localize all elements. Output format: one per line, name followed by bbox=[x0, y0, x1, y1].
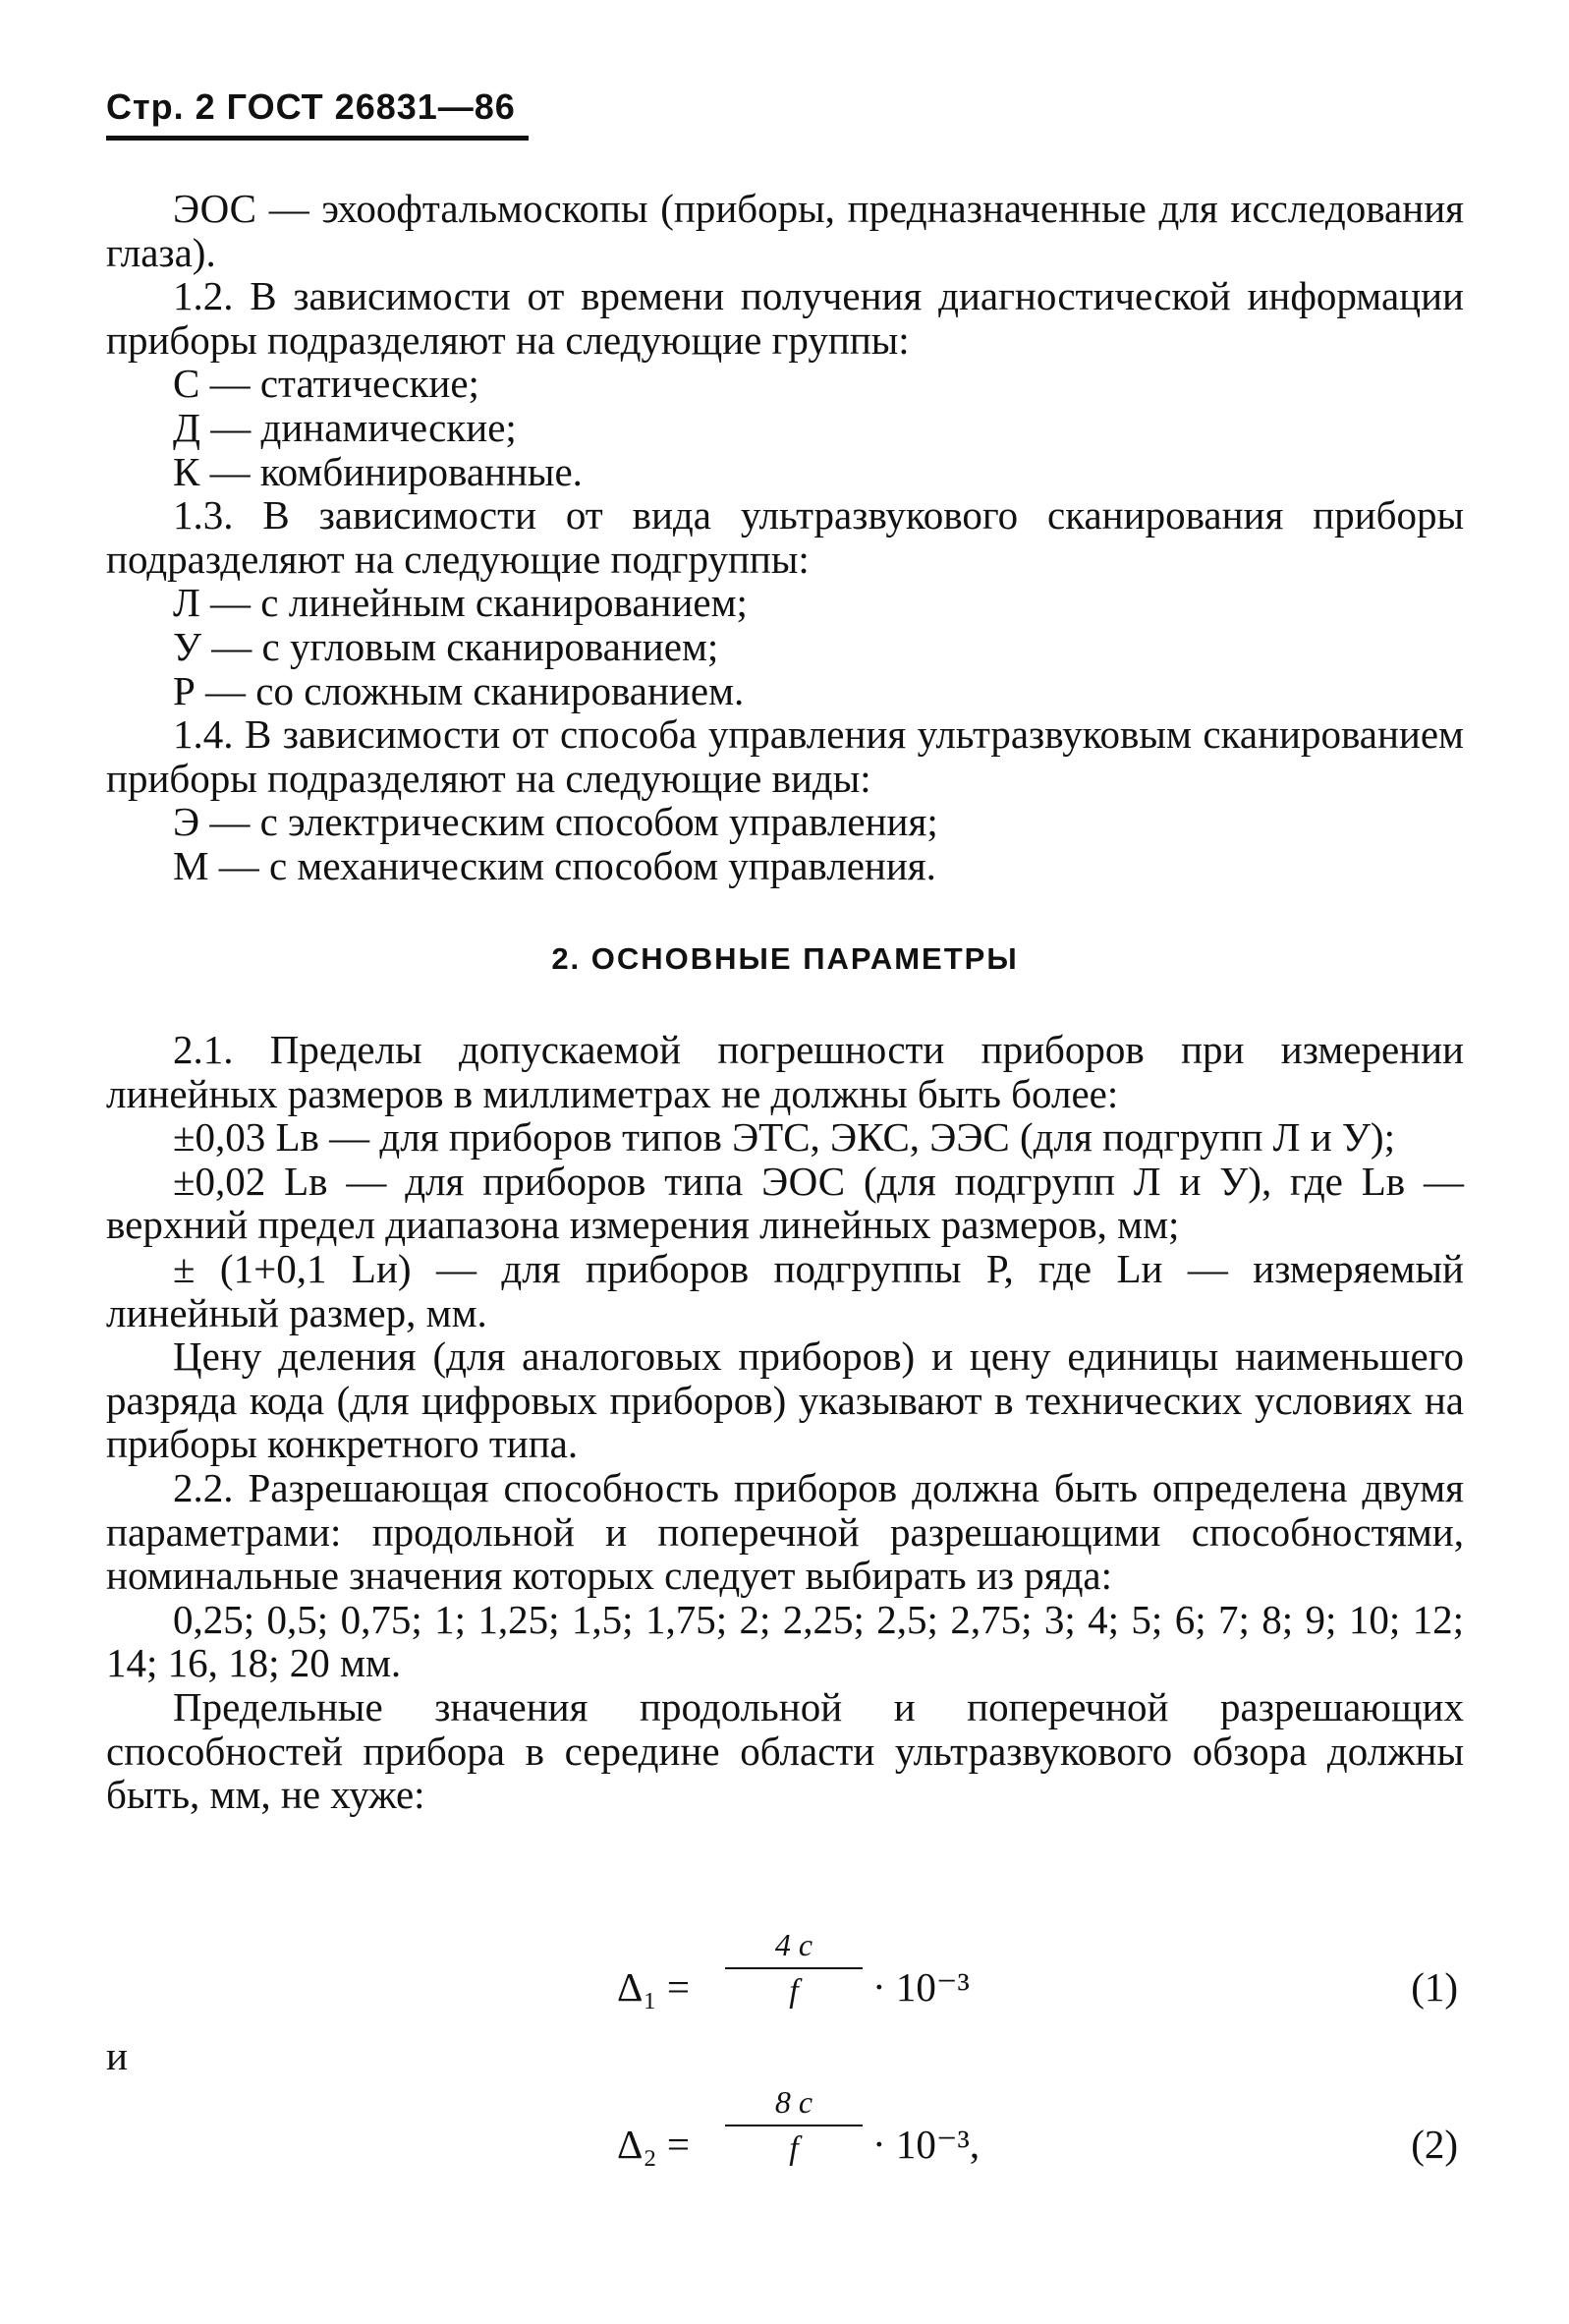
type-item: Э — с электрическим способом управления; bbox=[173, 799, 938, 845]
paragraph-1-3: 1.3. В зависимости от вида ультразвукового сканирования приборы подразделяют на следующие подгруппы: bbox=[106, 492, 1464, 582]
error-limit-1: ±0,03 Lв — для приборов типов ЭТС, ЭКС, ЭЭС (для подгрупп Л и У); bbox=[173, 1114, 1395, 1161]
type-item: М — с механическим способом управления. bbox=[173, 842, 936, 888]
group-item: С — статические; bbox=[173, 361, 479, 407]
group-item: К — комбинированные. bbox=[173, 448, 583, 494]
resolution-series: 0,25; 0,5; 0,75; 1; 1,25; 1,5; 1,75; 2; 2,25; 2,5; 2,75; 3; 4; 5; 6; 7; 8; 9; 10; 12; 14; 16, 18; 20 мм. bbox=[106, 1596, 1464, 1686]
error-limit-3: ± (1+0,1 Lи) — для приборов подгруппы Р, где Lи — измеряемый линейный размер, мм. bbox=[106, 1246, 1464, 1335]
formula-fraction bbox=[725, 2083, 863, 2168]
formula-denominator: f bbox=[789, 1973, 799, 2010]
fraction-bar bbox=[725, 1967, 863, 1969]
document-body bbox=[106, 187, 1464, 1817]
header-rule bbox=[106, 136, 529, 141]
formula-numerator: 8 c bbox=[774, 2084, 813, 2120]
formula-1 bbox=[106, 1926, 1464, 2044]
paragraph-2-2: 2.2. Разрешающая способность приборов должна быть определена двумя параметрами: продольной и поперечной разрешающими способностями, номинальные значения которых следует выбирать из ряда: bbox=[106, 1465, 1464, 1599]
paragraph-2-1: 2.1. Пределы допускаемой погрешности приборов при измерении линейных размеров в миллиметрах не должны быть более: bbox=[106, 1027, 1464, 1116]
fraction-bar bbox=[725, 2125, 863, 2126]
subgroup-item: Л — с линейным сканированием; bbox=[173, 580, 748, 626]
paragraph-1-2: 1.2. В зависимости от времени получения диагностической информации приборы подразделяют на следующие группы: bbox=[106, 273, 1464, 363]
limits-paragraph: Предельные значения продольной и поперечной разрешающих способностей прибора в середине области ультразвукового обзора должны быть, мм, не хуже: bbox=[106, 1684, 1464, 1818]
paragraph-1-4: 1.4. В зависимости от способа управления ультразвуковым сканированием приборы подразделяют на следующие виды: bbox=[106, 711, 1464, 801]
subgroup-item: Р — со сложным сканированием. bbox=[173, 667, 745, 713]
group-item: Д — динамические; bbox=[173, 404, 517, 450]
section-title: 2. ОСНОВНЫЕ ПАРАМЕТРЫ bbox=[551, 940, 1019, 976]
formula-lhs: Δ₂ = bbox=[617, 2122, 691, 2167]
eos-definition: ЭОС — эхоофтальмоскопы (приборы, предназначенные для исследования глаза). bbox=[106, 186, 1464, 275]
error-limit-2: ±0,02 Lв — для приборов типа ЭОС (для подгрупп Л и У), где Lв — верхний предел диапазона измерения линейных размеров, мм; bbox=[106, 1158, 1464, 1248]
formula-number: (1) bbox=[1411, 1964, 1458, 2010]
subgroup-item: У — с угловым сканированием; bbox=[173, 623, 719, 669]
formula-numerator: 4 c bbox=[774, 1927, 813, 1962]
conjunction: и bbox=[106, 2033, 128, 2078]
page-header: Стр. 2 ГОСТ 26831—86 bbox=[106, 86, 516, 127]
formula-rhs: · 10⁻³, bbox=[872, 2122, 981, 2167]
formula-number: (2) bbox=[1411, 2122, 1458, 2167]
formula-rhs: · 10⁻³ bbox=[872, 1964, 970, 2010]
division-paragraph: Цену деления (для аналоговых приборов) и цену единицы наименьшего разряда кода (для цифровых приборов) указывают в технических условиях на приборы конкретного типа. bbox=[106, 1333, 1464, 1467]
formula-lhs: Δ₁ = bbox=[617, 1964, 691, 2010]
formula-2 bbox=[106, 2083, 1464, 2201]
formula-fraction bbox=[725, 1926, 863, 2011]
formula-denominator: f bbox=[789, 2130, 799, 2167]
